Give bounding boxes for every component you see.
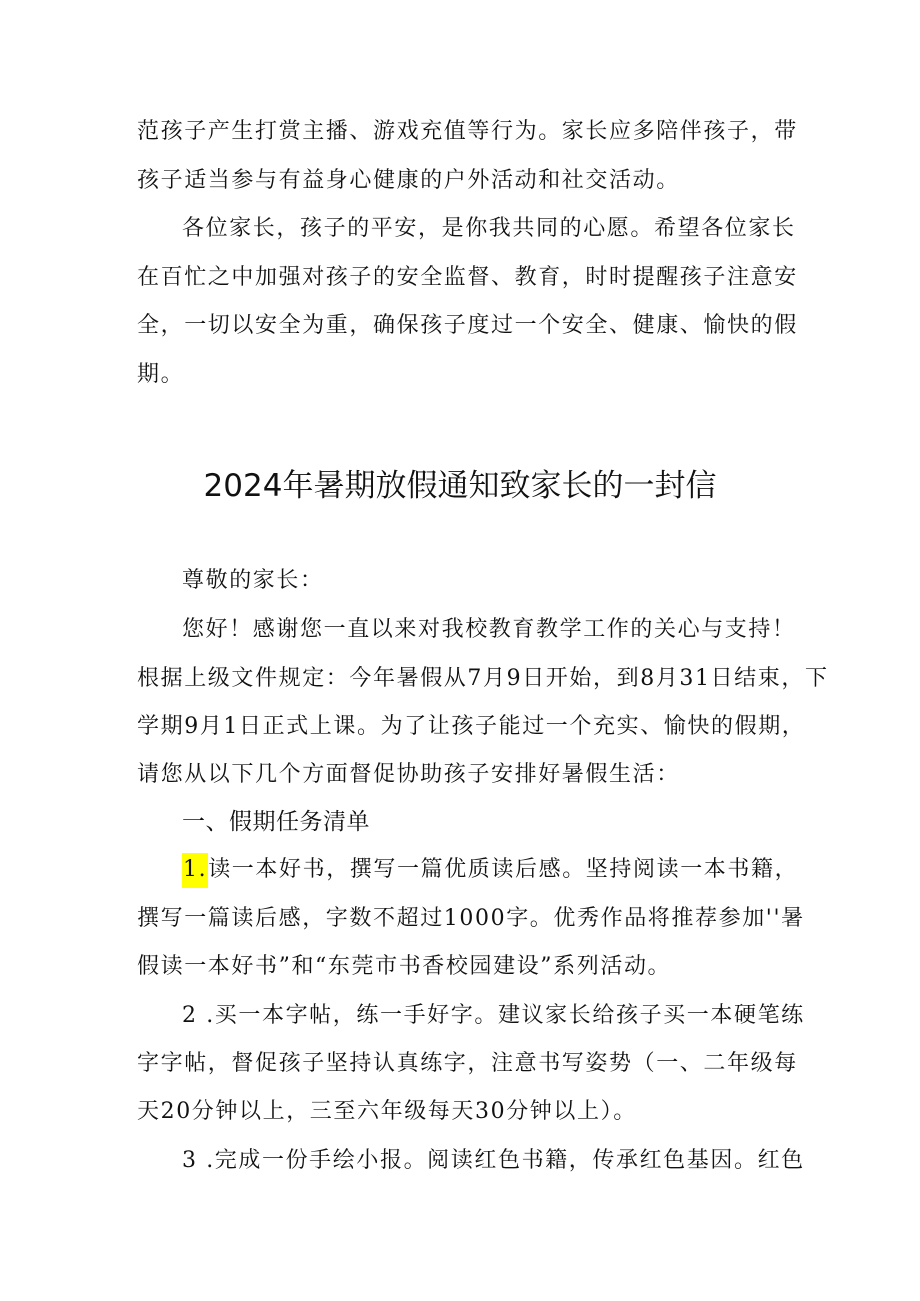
paragraph-line: 天20分钟以上，三至六年级每天30分钟以上）。 (137, 1099, 637, 1124)
paragraph-line: 在百忙之中加强对孩子的安全监督、教育，时时提醒孩子注意安 (137, 265, 798, 290)
section-heading: 一、假期任务清单 (182, 809, 370, 835)
letter-title: 2024年暑期放假通知致家长的一封信 (203, 468, 717, 504)
paragraph-line: 孩子适当参与有益身心健康的户外活动和社交活动。 (137, 168, 680, 193)
paragraph-line: 根据上级文件规定：今年暑假从7月9日开始，到8月31日结束，下 (137, 666, 829, 691)
list-item-3-line: 3 .完成一份手绘小报。阅读红色书籍，传承红色基因。红色 (182, 1148, 805, 1173)
paragraph-line: 您好！感谢您一直以来对我校教育教学工作的关心与支持！ (182, 617, 796, 642)
paragraph-line: 学期9月1日正式上课。为了让孩子能过一个充实、愉快的假期， (137, 714, 806, 739)
list-item-text: 读一本好书，撰写一篇优质读后感。坚持阅读一本书籍， (208, 857, 799, 882)
highlighted-number: 1. (182, 853, 208, 888)
list-item-2-line: 2 .买一本字帖，练一手好字。建议家长给孩子买一本硬笔练 (182, 1003, 805, 1028)
paragraph-line: 期。 (137, 362, 185, 387)
paragraph-line: 全，一切以安全为重，确保孩子度过一个安全、健康、愉快的假 (137, 313, 798, 338)
paragraph-line: 各位家长，孩子的平安，是你我共同的心愿。希望各位家长 (182, 216, 796, 241)
paragraph-line: 撰写一篇读后感，字数不超过1000字。优秀作品将推荐参加''暑 (137, 906, 805, 931)
paragraph-line: 请您从以下几个方面督促协助孩子安排好暑假生活： (137, 762, 680, 787)
list-item-1-line (182, 855, 797, 885)
paragraph-line: 字字帖，督促孩子坚持认真练字，注意书写姿势（一、二年级每 (137, 1051, 798, 1076)
paragraph-line: 假读一本好书”和“东莞市书香校园建设”系列活动。 (137, 954, 672, 979)
salutation: 尊敬的家长： (182, 568, 324, 593)
paragraph-line: 范孩子产生打赏主播、游戏充值等行为。家长应多陪伴孩子，带 (137, 119, 798, 144)
